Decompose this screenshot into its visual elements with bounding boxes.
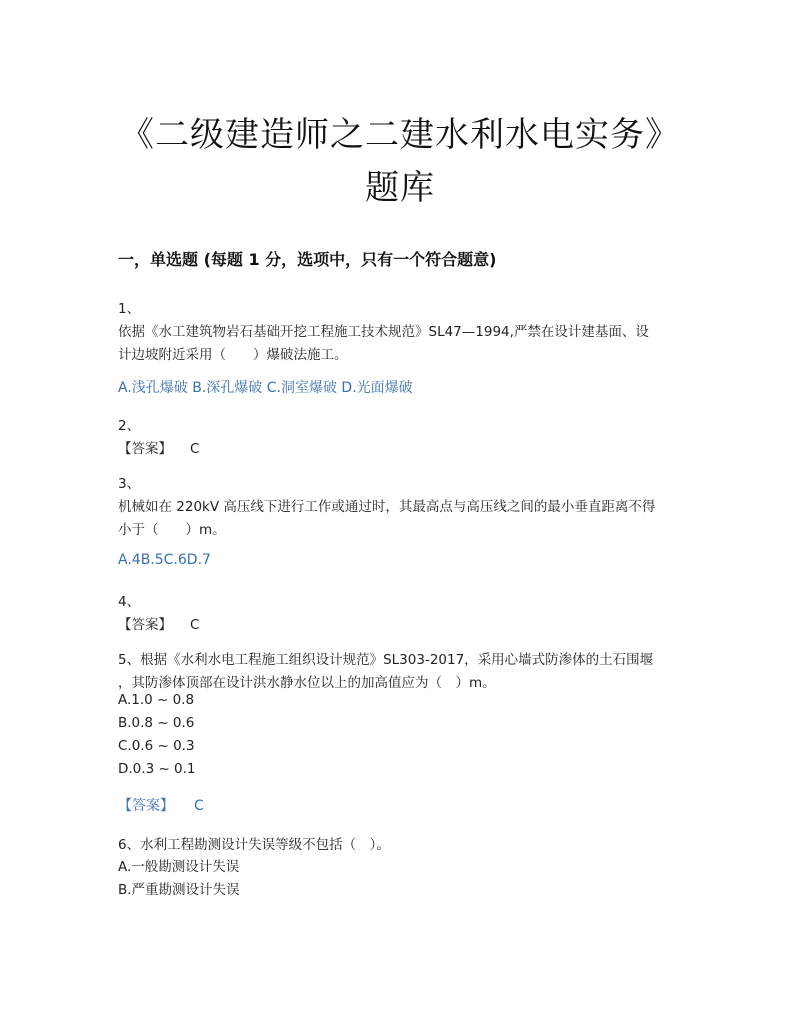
question-5-option-a: A.1.0 ~ 0.8 [118,692,195,708]
question-5-text-line2: ，其防渗体顶部在设计洪水静水位以上的加高值应为（ ）m。 [118,675,496,691]
question-1-text-line2: 计边坡附近采用（ ）爆破法施工。 [118,347,348,363]
question-6-option-a: A.一般勘测设计失误 [118,859,240,875]
answer-label: 【答案】 [118,798,174,814]
question-1-text-line1: 依据《水工建筑物岩石基础开挖工程施工技术规范》SL47—1994,严禁在设计建基面、设 [118,324,649,340]
answer-label: 【答案】 [118,441,172,457]
question-2-number: 2、 [118,418,141,434]
question-5-option-b: B.0.8 ~ 0.6 [118,715,195,731]
question-6-option-b: B.严重勘测设计失误 [118,882,240,898]
question-1-number: 1、 [118,301,141,317]
answer-value: C [190,441,200,457]
question-2-answer [118,437,199,457]
question-6-text: 6、水利工程勘测设计失误等级不包括（ ）。 [118,837,390,853]
question-1-options: A.浅孔爆破 B.深孔爆破 C.洞室爆破 D.光面爆破 [118,380,413,396]
question-3-number: 3、 [118,476,141,492]
question-3-text-line2: 小于（ ）m。 [118,522,226,538]
question-4-number: 4、 [118,594,141,610]
document-title-line2: 题库 [365,168,435,208]
question-5-answer [118,795,204,815]
question-5-option-c: C.0.6 ~ 0.3 [118,738,195,754]
question-3-text-line1: 机械如在 220kV 高压线下进行工作或通过时，其最高点与高压线之间的最小垂直距离不得 [118,499,656,515]
question-5-text-line1: 5、根据《水利水电工程施工组织设计规范》SL303-2017，采用心墙式防渗体的土石围堰 [118,652,654,668]
question-4-answer [118,613,199,633]
section-heading: 一，单选题 (每题 1 分，选项中，只有一个符合题意) [118,250,497,269]
question-3-options: A.4B.5C.6D.7 [118,552,211,568]
answer-value: C [194,798,204,814]
document-title: 《二级建造师之二建水利水电实务》 [120,115,680,155]
answer-label: 【答案】 [118,617,172,633]
question-5-option-d: D.0.3 ~ 0.1 [118,761,196,777]
answer-value: C [190,617,200,633]
